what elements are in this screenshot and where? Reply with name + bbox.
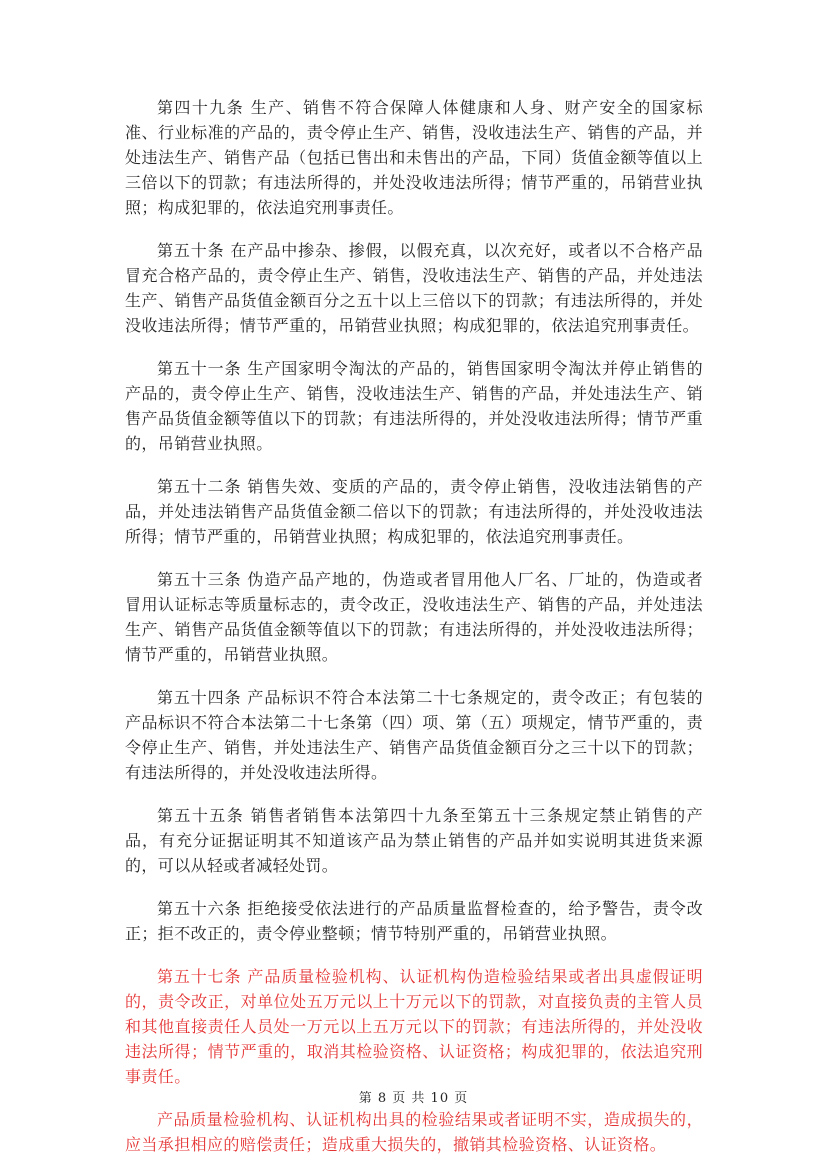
paragraph-article-54: 第五十四条 产品标识不符合本法第二十七条规定的，责令改正；有包装的产品标识不符合本法第二十七条第（四）项、第（五）项规定，情节严重的，责令停止生产、销售，并处违法生产、销售产品货值金额百分之三十以下的罚款；有违法所得的，并处没收违法所得。: [125, 688, 703, 782]
paragraph-article-57: 第五十七条 产品质量检验机构、认证机构伪造检验结果或者出具虚假证明的，责令改正，对单位处五万元以上十万元以下的罚款，对直接负责的主管人员和其他直接责任人员处一万元以上五万元以下的罚款；有违法所得的，并处没收违法所得；情节严重的，取消其检验资格、认证资格；构成犯罪的，依法追究刑事责任。: [125, 967, 703, 1086]
paragraph-article-56: 第五十六条 拒绝接受依法进行的产品质量监督检查的，给予警告，责令改正；拒不改正的，责令停业整顿；情节特别严重的，吊销营业执照。: [125, 899, 703, 943]
paragraph-article-53: 第五十三条 伪造产品产地的，伪造或者冒用他人厂名、厂址的，伪造或者冒用认证标志等质量标志的，责令改正，没收违法生产、销售的产品，并处违法生产、销售产品货值金额等值以下的罚款；有违法所得的，并处没收违法所得；情节严重的，吊销营业执照。: [125, 570, 703, 664]
paragraph-article-51: 第五十一条 生产国家明令淘汰的产品的，销售国家明令淘汰并停止销售的产品的，责令停止生产、销售，没收违法生产、销售的产品，并处违法生产、销售产品货值金额等值以下的罚款；有违法所得的，并处没收违法所得；情节严重的，吊销营业执照。: [125, 359, 703, 453]
page-number-label: 第 8 页 共 10 页: [358, 1091, 469, 1106]
paragraph-article-49: 第四十九条 生产、销售不符合保障人体健康和人身、财产安全的国家标准、行业标准的产品的，责令停止生产、销售，没收违法生产、销售的产品，并处违法生产、销售产品（包括已售出和未售出的产品，下同）货值金额等值以上三倍以下的罚款；有违法所得的，并处没收违法所得；情节严重的，吊销营业执照；构成犯罪的，依法追究刑事责任。: [125, 98, 703, 217]
page-footer: [0, 1087, 827, 1106]
paragraph-article-57-continuation: 产品质量检验机构、认证机构出具的检验结果或者证明不实，造成损失的，应当承担相应的赔偿责任；造成重大损失的，撤销其检验资格、认证资格。: [125, 1110, 703, 1154]
paragraph-article-55: 第五十五条 销售者销售本法第四十九条至第五十三条规定禁止销售的产品，有充分证据证明其不知道该产品为禁止销售的产品并如实说明其进货来源的，可以从轻或者减轻处罚。: [125, 806, 703, 875]
document-body: [125, 95, 703, 1157]
paragraph-article-50: 第五十条 在产品中掺杂、掺假，以假充真，以次充好，或者以不合格产品冒充合格产品的，责令停止生产、销售，没收违法生产、销售的产品，并处违法生产、销售产品货值金额百分之五十以上三倍以下的罚款；有违法所得的，并处没收违法所得；情节严重的，吊销营业执照；构成犯罪的，依法追究刑事责任。: [125, 241, 703, 335]
paragraph-article-52: 第五十二条 销售失效、变质的产品的，责令停止销售，没收违法销售的产品，并处违法销售产品货值金额二倍以下的罚款；有违法所得的，并处没收违法所得；情节严重的，吊销营业执照；构成犯罪的，依法追究刑事责任。: [125, 477, 703, 546]
